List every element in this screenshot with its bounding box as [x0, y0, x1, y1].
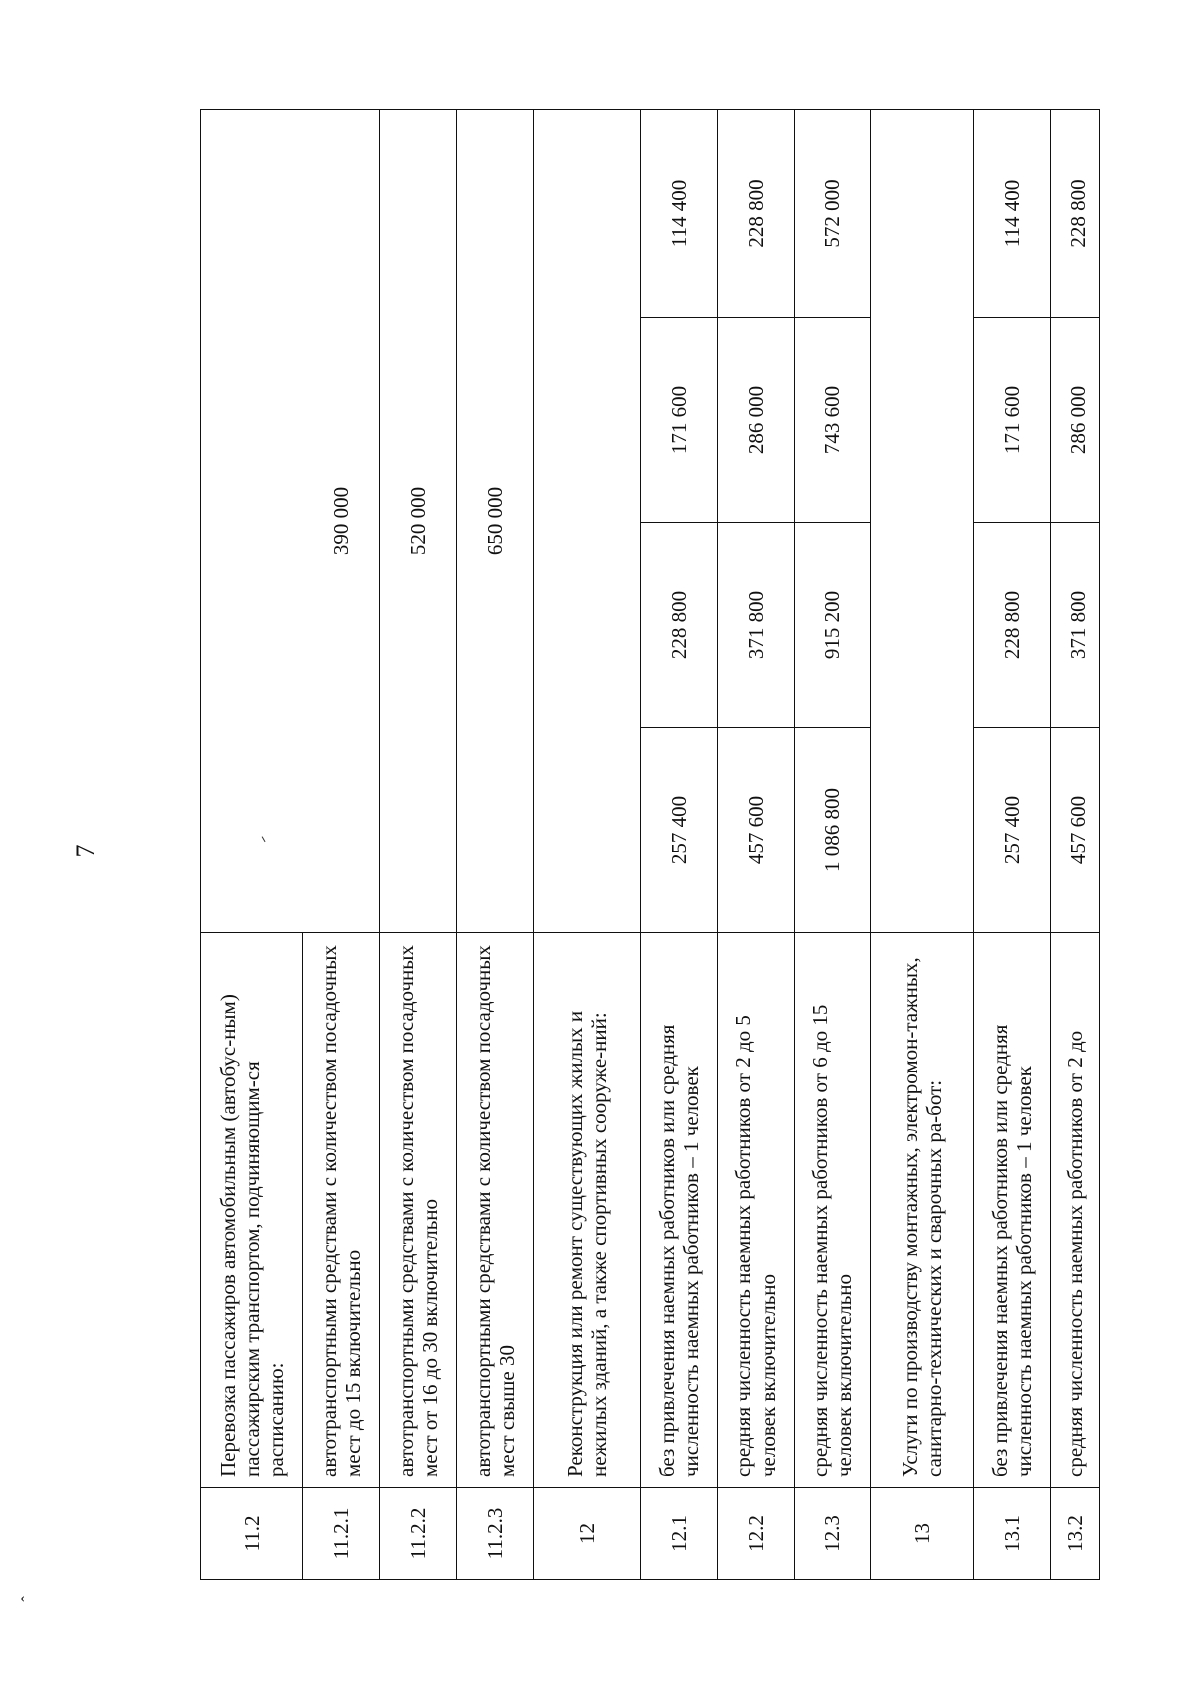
row-description: средняя численность наемных работников от 2 до	[1050, 933, 1099, 1488]
table-row	[201, 110, 303, 1580]
row-description: Перевозка пассажиров автомобильным (автобус-ным) пассажирским транспортом, подчиняющим-ся расписанию:	[201, 933, 303, 1488]
row-number: 12	[534, 1488, 641, 1580]
row-number: 11.2.1	[303, 1488, 380, 1580]
row-number: 11.2	[201, 1488, 303, 1580]
value-col-2: 371 800	[717, 523, 794, 728]
value-col-3: 171 600	[973, 318, 1050, 523]
value-col-2: 915 200	[794, 523, 871, 728]
empty-cell	[871, 110, 973, 933]
table-row	[871, 110, 973, 1580]
row-number: 13	[871, 1488, 973, 1580]
value-col-4: 114 400	[640, 110, 717, 318]
table-row	[457, 110, 534, 1580]
rotated-table-region	[200, 110, 1100, 1580]
empty-cell	[201, 110, 303, 933]
value-col-1: 1 086 800	[794, 728, 871, 933]
row-number: 12.3	[794, 1488, 871, 1580]
value-col-1: 457 600	[717, 728, 794, 933]
row-value: 650 000	[457, 110, 534, 933]
scan-mark: ˆ	[19, 1596, 37, 1602]
row-description: Реконструкция или ремонт существующих жилых и нежилых зданий, а также спортивных сооруже-ний:	[534, 933, 641, 1488]
empty-cell	[534, 110, 641, 933]
value-col-1: 257 400	[640, 728, 717, 933]
value-col-4: 114 400	[973, 110, 1050, 318]
table-row	[794, 110, 871, 1580]
value-col-3: 286 000	[717, 318, 794, 523]
row-number: 11.2.3	[457, 1488, 534, 1580]
row-number: 12.1	[640, 1488, 717, 1580]
page-number: 7	[71, 844, 100, 858]
value-col-4: 228 800	[717, 110, 794, 318]
value-col-4: 228 800	[1050, 110, 1099, 318]
value-col-1: 457 600	[1050, 728, 1099, 933]
row-number: 11.2.2	[380, 1488, 457, 1580]
row-description: средняя численность наемных работников от 6 до 15 человек включительно	[794, 933, 871, 1488]
value-col-3: 171 600	[640, 318, 717, 523]
value-col-3: 743 600	[794, 318, 871, 523]
table-row	[717, 110, 794, 1580]
row-value: 390 000	[303, 110, 380, 933]
landscape-sheet	[200, 110, 1100, 1580]
row-number: 13.1	[973, 1488, 1050, 1580]
table-row	[380, 110, 457, 1580]
pen-mark	[262, 836, 267, 842]
row-description: Услуги по производству монтажных, электромон-тажных, санитарно-технических и сварочных ра-бот:	[871, 933, 973, 1488]
table-row	[1050, 110, 1099, 1580]
value-col-4: 572 000	[794, 110, 871, 318]
table-row	[303, 110, 380, 1580]
table-row	[640, 110, 717, 1580]
value-col-2: 371 800	[1050, 523, 1099, 728]
row-number: 12.2	[717, 1488, 794, 1580]
row-description: автотранспортными средствами с количеством посадочных мест от 16 до 30 включительно	[380, 933, 457, 1488]
row-description: без привлечения наемных работников или средняя численность наемных работников – 1 человек	[640, 933, 717, 1488]
value-col-2: 228 800	[973, 523, 1050, 728]
row-description: средняя численность наемных работников от 2 до 5 человек включительно	[717, 933, 794, 1488]
row-number: 13.2	[1050, 1488, 1099, 1580]
tariff-table	[200, 109, 1100, 1580]
value-col-1: 257 400	[973, 728, 1050, 933]
table-row	[973, 110, 1050, 1580]
row-value: 520 000	[380, 110, 457, 933]
row-description: без привлечения наемных работников или средняя численность наемных работников – 1 человек	[973, 933, 1050, 1488]
row-description: автотранспортными средствами с количеством посадочных мест свыше 30	[457, 933, 534, 1488]
value-col-2: 228 800	[640, 523, 717, 728]
value-col-3: 286 000	[1050, 318, 1099, 523]
table-row	[534, 110, 641, 1580]
row-description: автотранспортными средствами с количеством посадочных мест до 15 включительно	[303, 933, 380, 1488]
